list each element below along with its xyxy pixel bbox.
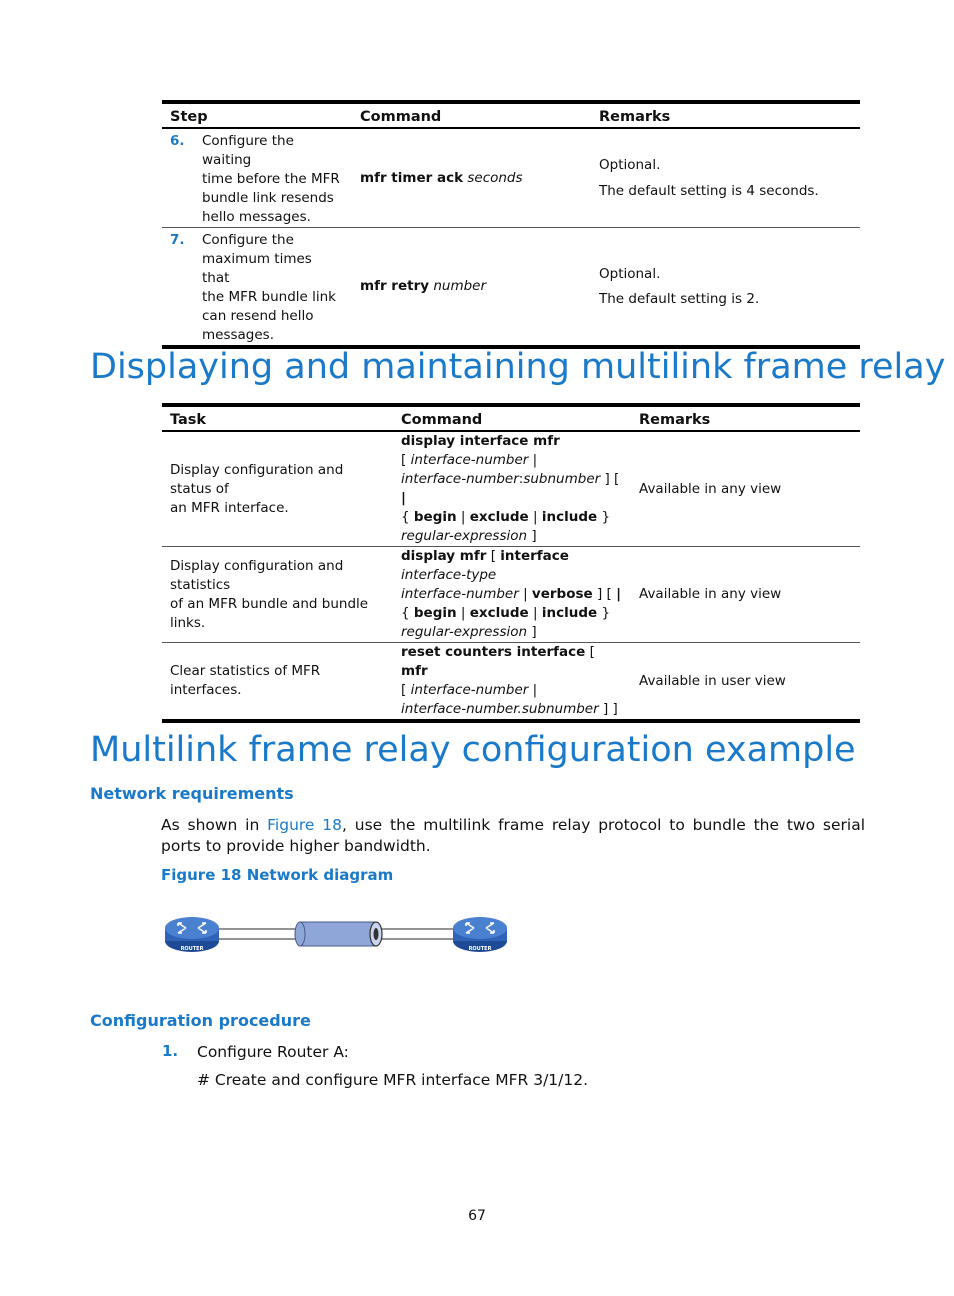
paragraph-network-requirements: As shown in Figure 18, use the multilink frame relay protocol to bundle the two serial ports to provide higher bandwidth. xyxy=(161,816,865,855)
command-cell: display interface mfr [ interface-number | interface-number:subnumber ] [ | { begin | exclude | include } regular-expression ] xyxy=(393,431,631,547)
step-number: 1. xyxy=(162,1042,179,1060)
step-comment: # Create and configure MFR interface MFR 3/1/12. xyxy=(197,1071,589,1089)
router-a-icon xyxy=(165,917,219,952)
remarks-cell: Available in user view xyxy=(631,643,860,722)
command-cell: mfr timer ack seconds xyxy=(352,128,591,228)
header-command: Command xyxy=(352,102,591,128)
page-number: 67 xyxy=(468,1208,486,1224)
section-heading-display: Displaying and maintaining multilink frame relay xyxy=(90,347,946,387)
figure-caption: Figure 18 Network diagram xyxy=(161,866,394,884)
bundle-tube-icon xyxy=(295,922,382,946)
header-step: Step xyxy=(162,102,352,128)
router-label: ROUTER xyxy=(180,946,204,952)
remarks-cell: Optional. The default setting is 2. xyxy=(591,228,860,348)
header-command: Command xyxy=(393,405,631,431)
step-number: 6. xyxy=(170,133,185,149)
header-task: Task xyxy=(162,405,393,431)
step-number: 7. xyxy=(170,232,185,248)
figure-link[interactable]: Figure 18 xyxy=(267,816,343,834)
network-diagram xyxy=(160,908,520,964)
remarks-cell: Available in any view xyxy=(631,547,860,643)
table-row xyxy=(162,643,860,722)
task-table xyxy=(162,403,860,723)
task-cell: Clear statistics of MFR interfaces. xyxy=(162,643,393,722)
subheading-network-requirements: Network requirements xyxy=(90,784,294,803)
remarks-cell: Available in any view xyxy=(631,431,860,547)
table-row xyxy=(162,431,860,547)
table-row xyxy=(162,128,860,228)
router-label: ROUTER xyxy=(468,946,492,952)
remarks-cell: Optional. The default setting is 4 seconds. xyxy=(591,128,860,228)
command-cell: mfr retry number xyxy=(352,228,591,348)
table-row xyxy=(162,547,860,643)
task-cell: Display configuration and statistics of an MFR bundle and bundle links. xyxy=(162,547,393,643)
section-heading-example: Multilink frame relay configuration example xyxy=(90,730,856,770)
command-cell: reset counters interface [ mfr [ interface-number | interface-number.subnumber ] ] xyxy=(393,643,631,722)
task-cell: Display configuration and status of an MFR interface. xyxy=(162,431,393,547)
router-b-icon xyxy=(453,917,507,952)
step-text: Configure Router A: xyxy=(197,1043,349,1061)
table-row xyxy=(162,228,860,348)
header-remarks: Remarks xyxy=(591,102,860,128)
step-table xyxy=(162,100,860,349)
command-cell: display mfr [ interface interface-type interface-number | verbose ] [ | { begin | exclude | include } regular-expression ] xyxy=(393,547,631,643)
subheading-configuration-procedure: Configuration procedure xyxy=(90,1011,311,1030)
step-text: Configure the maximum times that the MFR bundle link can resend hello messages. xyxy=(202,232,337,343)
header-remarks: Remarks xyxy=(631,405,860,431)
step-text: Configure the waiting time before the MFR bundle link resends hello messages. xyxy=(202,133,340,225)
